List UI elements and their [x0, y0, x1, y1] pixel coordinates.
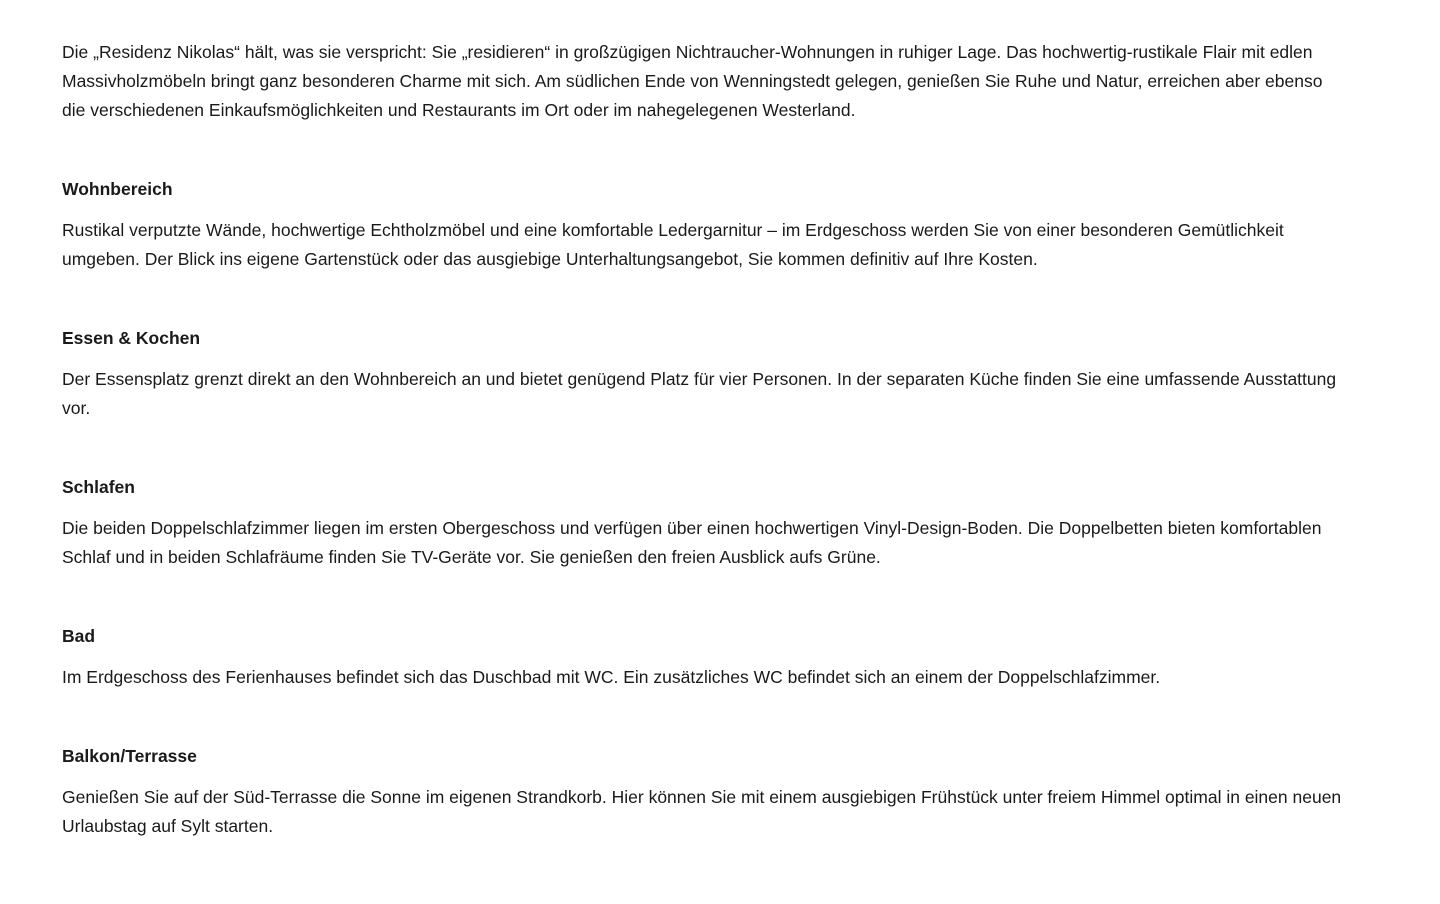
- section-heading-schlafen: Schlafen: [62, 477, 135, 497]
- section-heading-essen-kochen: Essen & Kochen: [62, 328, 201, 348]
- section-body-schlafen: Die beiden Doppelschlafzimmer liegen im ersten Obergeschoss und verfügen über einen hochwertigen Vinyl-Design-Boden. Die Doppelbetten bieten komfortablen Schlaf und in beiden Schlafräume finden Sie TV-Geräte vor. Sie genießen den freien Ausblick aufs Grüne.: [62, 518, 1322, 567]
- section-body-bad: Im Erdgeschoss des Ferienhauses befindet sich das Duschbad mit WC. Ein zusätzliches WC befindet sich an einem der Doppelschlafzimmer.: [62, 667, 1161, 687]
- section-heading-balkon-terrasse: Balkon/Terrasse: [62, 746, 197, 766]
- section-body-balkon-terrasse: Genießen Sie auf der Süd-Terrasse die Sonne im eigenen Strandkorb. Hier können Sie mit einem ausgiebigen Frühstück unter freiem Himmel optimal in einen neuen Urlaubstag auf Sylt starten.: [62, 787, 1342, 836]
- section-body-wohnbereich: Rustikal verputzte Wände, hochwertige Echtholzmöbel und eine komfortable Ledergarnitur – im Erdgeschoss werden Sie von einer besonderen Gemütlichkeit umgeben. Der Blick ins eigene Gartenstück oder das ausgiebige Unterhaltungsangebot, Sie kommen definitiv auf Ihre Kosten.: [62, 220, 1284, 269]
- section-body-essen-kochen: Der Essensplatz grenzt direkt an den Wohnbereich an und bietet genügend Platz für vier Personen. In der separaten Küche finden Sie eine umfassende Ausstattung vor.: [62, 369, 1337, 418]
- section-essen-kochen: [62, 324, 1345, 423]
- intro-paragraph: Die „Residenz Nikolas“ hält, was sie verspricht: Sie „residieren“ in großzügigen Nichtraucher-Wohnungen in ruhiger Lage. Das hochwertig-rustikale Flair mit edlen Massivholzmöbeln bringt ganz besonderen Charme mit sich. Am südlichen Ende von Wenningstedt gelegen, genießen Sie Ruhe und Natur, erreichen aber ebenso die verschiedenen Einkaufsmöglichkeiten und Restaurants im Ort oder im nahegelegenen Westerland.: [62, 42, 1323, 120]
- section-heading-wohnbereich: Wohnbereich: [62, 179, 173, 199]
- section-wohnbereich: [62, 175, 1345, 274]
- section-heading-bad: Bad: [62, 626, 96, 646]
- section-bad: [62, 622, 1345, 692]
- section-schlafen: [62, 473, 1345, 572]
- section-balkon-terrasse: [62, 742, 1345, 841]
